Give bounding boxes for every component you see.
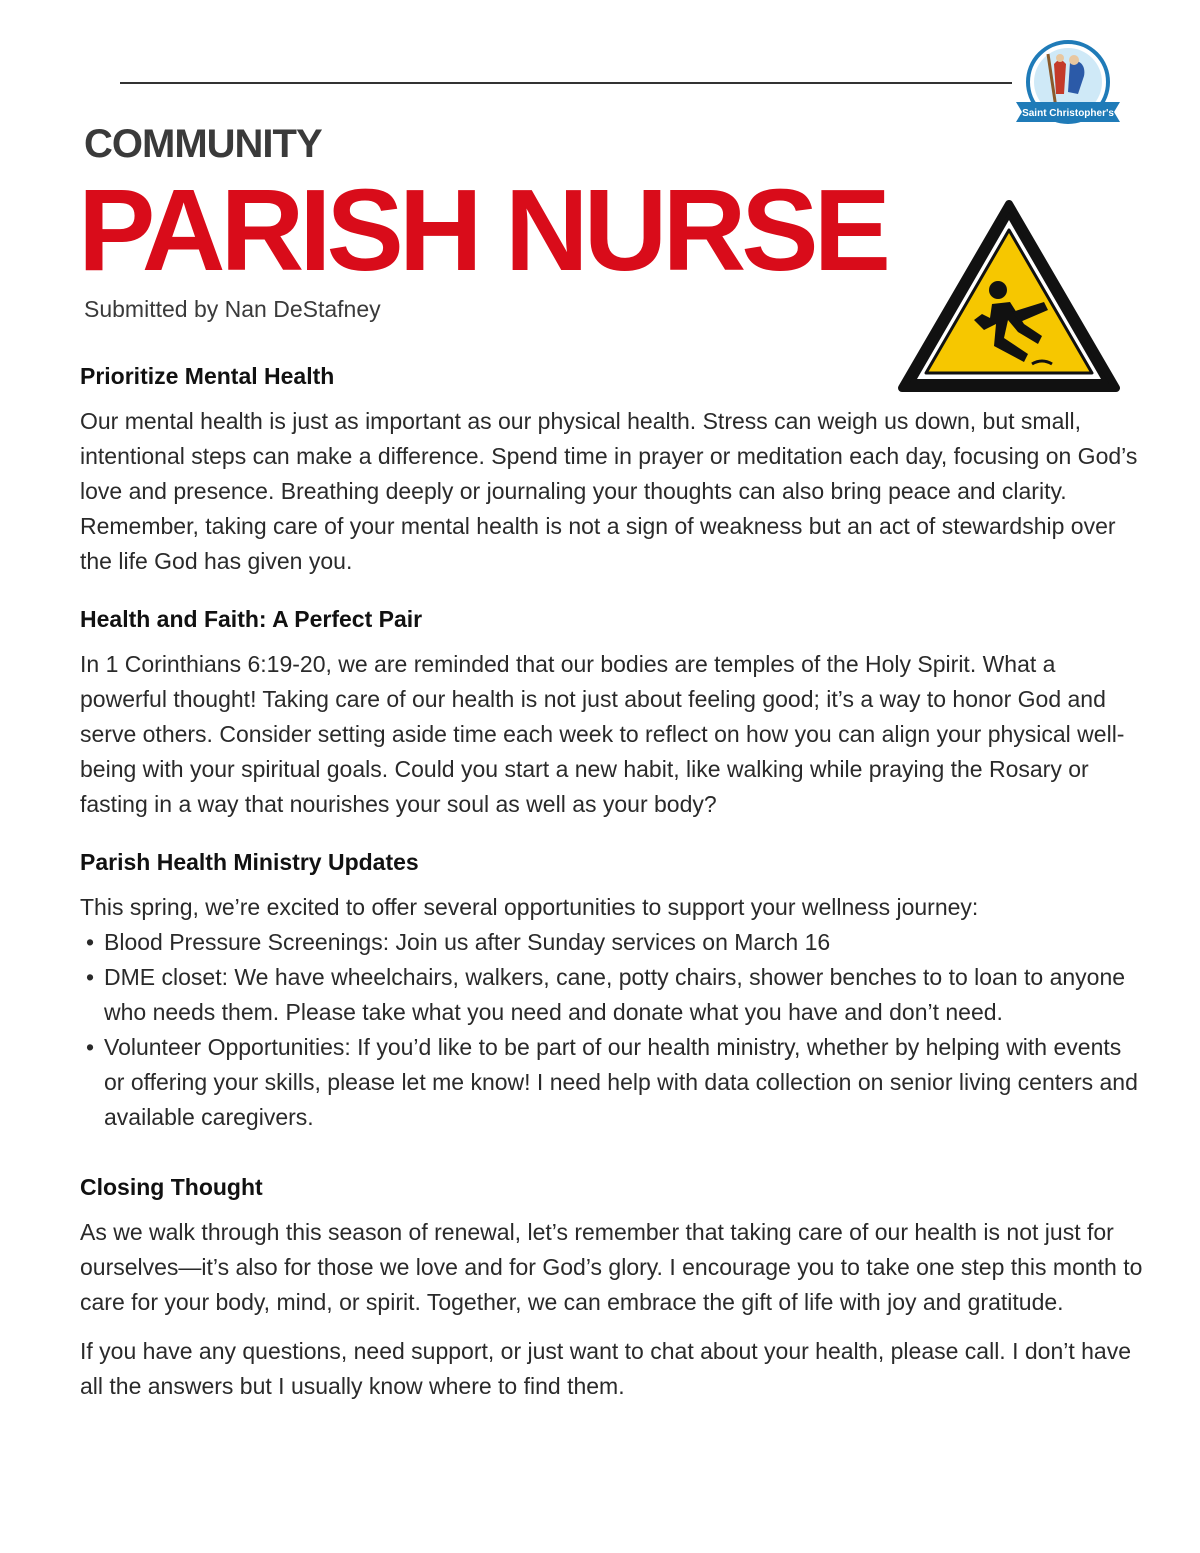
page-title: PARISH NURSE bbox=[78, 165, 886, 295]
section-heading: Health and Faith: A Perfect Pair bbox=[80, 605, 423, 632]
article-body bbox=[80, 362, 1145, 1430]
byline: Submitted by Nan DeStafney bbox=[84, 296, 381, 322]
header-rule bbox=[120, 82, 1012, 84]
list-item bbox=[80, 960, 1145, 1030]
list-item-text: Blood Pressure Screenings: Join us after Sunday services on March 16 bbox=[104, 928, 831, 955]
section-mental-health bbox=[80, 362, 1145, 579]
section-health-faith bbox=[80, 605, 1145, 822]
updates-list bbox=[80, 925, 1145, 1135]
section-paragraph: As we walk through this season of renewal, let’s remember that taking care of our health is not just for ourselves—it’s also for those we love and for God’s glory. I encourage you to take one step this month to care for your body, mind, or spirit. Together, we can embrace the gift of life with joy and gratitude. bbox=[80, 1218, 1143, 1315]
list-item-text: DME closet: We have wheelchairs, walkers, cane, potty chairs, shower benches to to loan to anyone who needs them. Please take what you need and donate what you have and don’t need. bbox=[104, 963, 1126, 1025]
section-closing bbox=[80, 1173, 1145, 1404]
section-paragraph: This spring, we’re excited to offer several opportunities to support your wellness journey: bbox=[80, 893, 979, 920]
parish-logo bbox=[1014, 38, 1122, 136]
section-heading: Prioritize Mental Health bbox=[80, 363, 335, 389]
bullet-icon: • bbox=[86, 963, 95, 990]
logo-text: Saint Christopher's bbox=[1022, 108, 1114, 119]
section-paragraph: In 1 Corinthians 6:19-20, we are reminded that our bodies are temples of the Holy Spirit. What a powerful thought! Taking care of our health is not just about feeling good; it’s a way to honor God and serve others. Consider setting aside time each week to reflect on how you can align your physical well-being with your spiritual goals. Could you start a new habit, like walking while praying the Rosary or fasting in a way that nourishes your soul as well as your body? bbox=[80, 650, 1125, 817]
bullet-icon: • bbox=[86, 928, 95, 955]
section-heading: Parish Health Ministry Updates bbox=[80, 848, 419, 875]
list-item bbox=[80, 925, 1145, 960]
section-paragraph: Our mental health is just as important as our physical health. Stress can weigh us down, but small, intentional steps can make a difference. Spend time in prayer or meditation each day, focusing on God’s love and presence. Breathing deeply or journaling your thoughts can also bring peace and clarity. Remember, taking care of your mental health is not a sign of weakness but an act of stewardship over the life God has given you. bbox=[80, 407, 1138, 574]
section-heading: Closing Thought bbox=[80, 1173, 263, 1200]
bullet-icon: • bbox=[86, 1033, 95, 1060]
section-ministry-updates bbox=[80, 848, 1145, 1135]
contact-paragraph: If you have any questions, need support, or just want to chat about your health, please call. I don’t have all the answers but I usually know where to find them. bbox=[80, 1337, 1132, 1399]
list-item-text: Volunteer Opportunities: If you’d like to be part of our health ministry, whether by helping with events or offering your skills, please let me know! I need help with data collection on senior living centers and available caregivers. bbox=[104, 1033, 1138, 1130]
list-item bbox=[80, 1030, 1145, 1135]
section-kicker: COMMUNITY bbox=[84, 122, 322, 166]
